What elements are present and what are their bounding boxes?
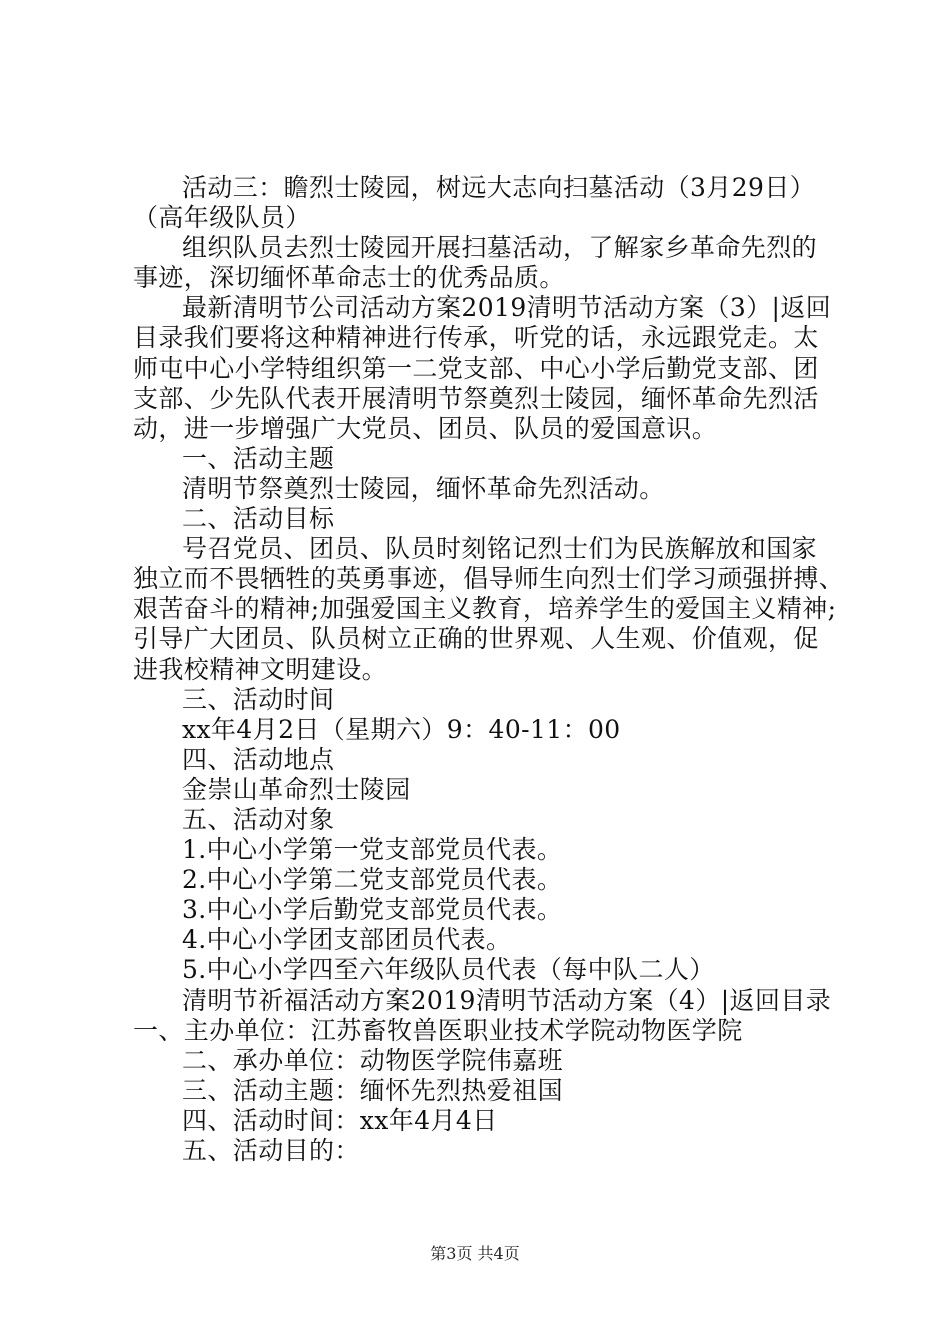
text-line: 组织队员去烈士陵园开展扫墓活动，了解家乡革命先烈的 — [182, 233, 818, 263]
page-footer: 第3页 共4页 — [430, 1244, 520, 1263]
text-line: 二、承办单位：动物医学院伟嘉班 — [182, 1045, 564, 1075]
text-line: 引导广大团员、队员树立正确的世界观、人生观、价值观，促 — [133, 624, 819, 654]
text-line: 最新清明节公司活动方案2019清明节活动方案（3）|返回 — [182, 293, 832, 323]
text-line: 5.中心小学四至六年级队员代表（每中队二人） — [182, 955, 715, 985]
text-line: 二、活动目标 — [182, 504, 335, 534]
text-line: 目录我们要将这种精神进行传承，听党的话，永远跟党走。太 — [133, 323, 819, 353]
text-line: 金崇山革命烈士陵园 — [182, 774, 411, 804]
text-line: 号召党员、团员、队员时刻铭记烈士们为民族解放和国家 — [182, 534, 818, 564]
text-line: 进我校精神文明建设。 — [133, 654, 388, 684]
text-line: 五、活动对象 — [182, 804, 335, 834]
document-body — [133, 173, 845, 1166]
text-line: 五、活动目的： — [182, 1136, 360, 1165]
text-line: 一、主办单位：江苏畜牧兽医职业技术学院动物医学院 — [133, 1015, 743, 1045]
text-line: 动，进一步增强广大党员、团员、队员的爱国意识。 — [133, 413, 718, 443]
text-line: 支部、少先队代表开展清明节祭奠烈士陵园，缅怀革命先烈活 — [133, 383, 819, 413]
text-line: 活动三：瞻烈士陵园，树远大志向扫墓活动（3月29日） — [182, 173, 816, 202]
text-line: 事迹，深切缅怀革命志士的优秀品质。 — [133, 263, 565, 293]
text-line: 清明节祈福活动方案2019清明节活动方案（4）|返回目录 — [182, 985, 832, 1015]
text-line: 四、活动时间：xx年4月4日 — [182, 1105, 498, 1135]
text-line: 4.中心小学团支部团员代表。 — [182, 925, 512, 955]
text-line: 1.中心小学第一党支部党员代表。 — [182, 835, 563, 865]
text-line: （高年级队员） — [133, 203, 311, 233]
text-line: 一、活动主题 — [182, 443, 335, 473]
text-line: 清明节祭奠烈士陵园，缅怀革命先烈活动。 — [182, 473, 665, 503]
text-line: 三、活动主题：缅怀先烈热爱祖国 — [182, 1075, 564, 1105]
text-line: 独立而不畏牺牲的英勇事迹，倡导师生向烈士们学习顽强拼搏、 — [133, 564, 845, 594]
text-line: 师屯中心小学特组织第一二党支部、中心小学后勤党支部、团 — [133, 353, 819, 383]
text-line: 四、活动地点 — [182, 744, 335, 774]
text-line: xx年4月2日（星期六）9：40-11：00 — [182, 714, 621, 744]
text-line: 2.中心小学第二党支部党员代表。 — [182, 865, 563, 895]
text-line: 艰苦奋斗的精神;加强爱国主义教育，培养学生的爱国主义精神; — [133, 594, 837, 624]
text-line: 3.中心小学后勤党支部党员代表。 — [182, 895, 563, 925]
text-line: 三、活动时间 — [182, 684, 335, 714]
